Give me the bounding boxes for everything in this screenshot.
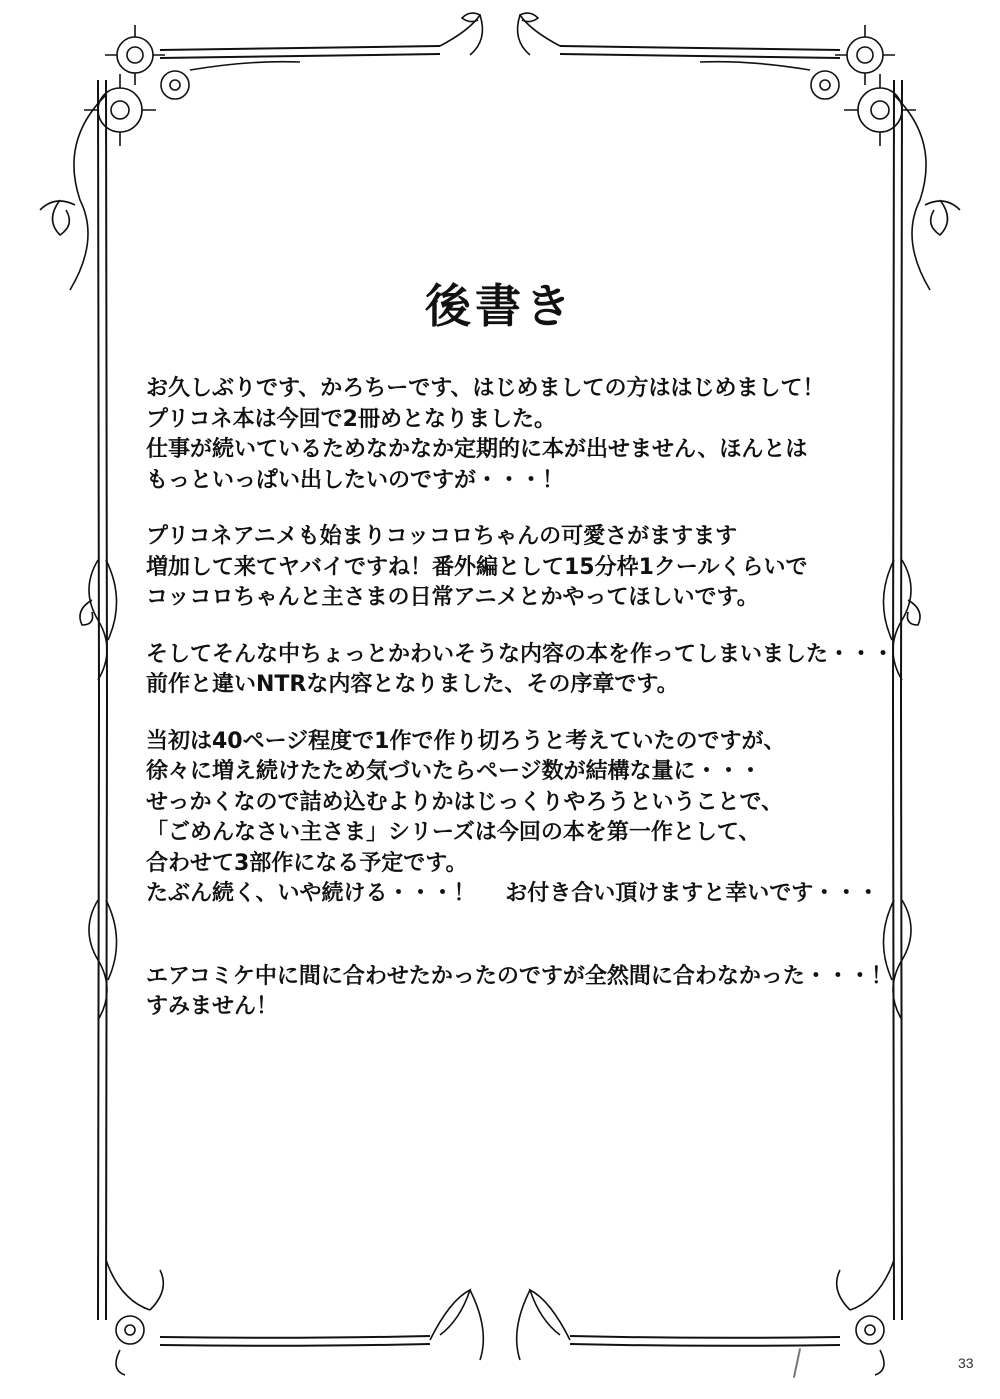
afterword-body <box>146 374 895 1049</box>
bottom-right-flower-icon <box>837 1260 894 1375</box>
text-line: すみません！ <box>146 994 279 1019</box>
paragraph-4 <box>146 727 880 910</box>
text-line: 合わせて3部作になる予定です。 <box>146 850 468 876</box>
text-line: もっといっぱい出したいのですが・・・！ <box>146 467 565 493</box>
text-line: 仕事が続いているためなかなか定期的に本が出せません、ほんとは <box>146 437 808 462</box>
page-title: 後書き <box>425 279 575 333</box>
text-line: そしてそんな中ちょっとかわいそうな内容の本を作ってしまいました・・・ <box>146 641 895 667</box>
text-line: エアコミケ中に間に合わせたかったのですが全然間に合わなかった・・・！ <box>146 963 893 989</box>
text-line: 前作と違いNTRな内容となりました、その序章です。 <box>146 672 679 697</box>
text-line: 徐々に増え続けたため気づいたらページ数が結構な量に・・・ <box>146 759 762 784</box>
paragraph-3 <box>146 640 895 701</box>
text-line: お久しぶりです、かろちーです、はじめましての方ははじめまして！ <box>146 376 825 401</box>
text-line: たぶん続く、いや続ける・・・！ お付き合い頂けますと幸いです・・・ <box>146 881 880 906</box>
paragraph-spacer <box>146 936 866 962</box>
text-line: 「ごめんなさい主さま」シリーズは今回の本を第一作として、 <box>146 820 761 845</box>
text-line: プリコネアニメも始まりコッコロちゃんの可愛さがますます <box>146 524 738 549</box>
text-line: コッコロちゃんと主さまの日常アニメとかやってほしいです。 <box>146 585 759 610</box>
bottom-center-leaf-icon <box>430 1290 570 1360</box>
text-line: せっかくなので詰め込むよりかはじっくりやろうということで、 <box>146 789 784 815</box>
top-left-flower-icon <box>40 25 300 290</box>
paragraph-2 <box>146 522 866 614</box>
paragraph-5 <box>146 962 893 1023</box>
top-center-scroll-icon <box>440 13 560 55</box>
text-line: プリコネ本は今回で2冊めとなりました。 <box>146 406 556 432</box>
text-line: 当初は40ページ程度で1作で作り切ろうと考えていたのですが、 <box>146 728 786 754</box>
top-right-flower-icon <box>700 25 960 290</box>
paragraph-1 <box>146 374 866 496</box>
page-number: 33 <box>958 1355 974 1371</box>
bottom-left-flower-icon <box>106 1260 163 1375</box>
text-line: 増加して来てヤバイですね！番外編として15分枠1クールくらいで <box>146 554 808 580</box>
